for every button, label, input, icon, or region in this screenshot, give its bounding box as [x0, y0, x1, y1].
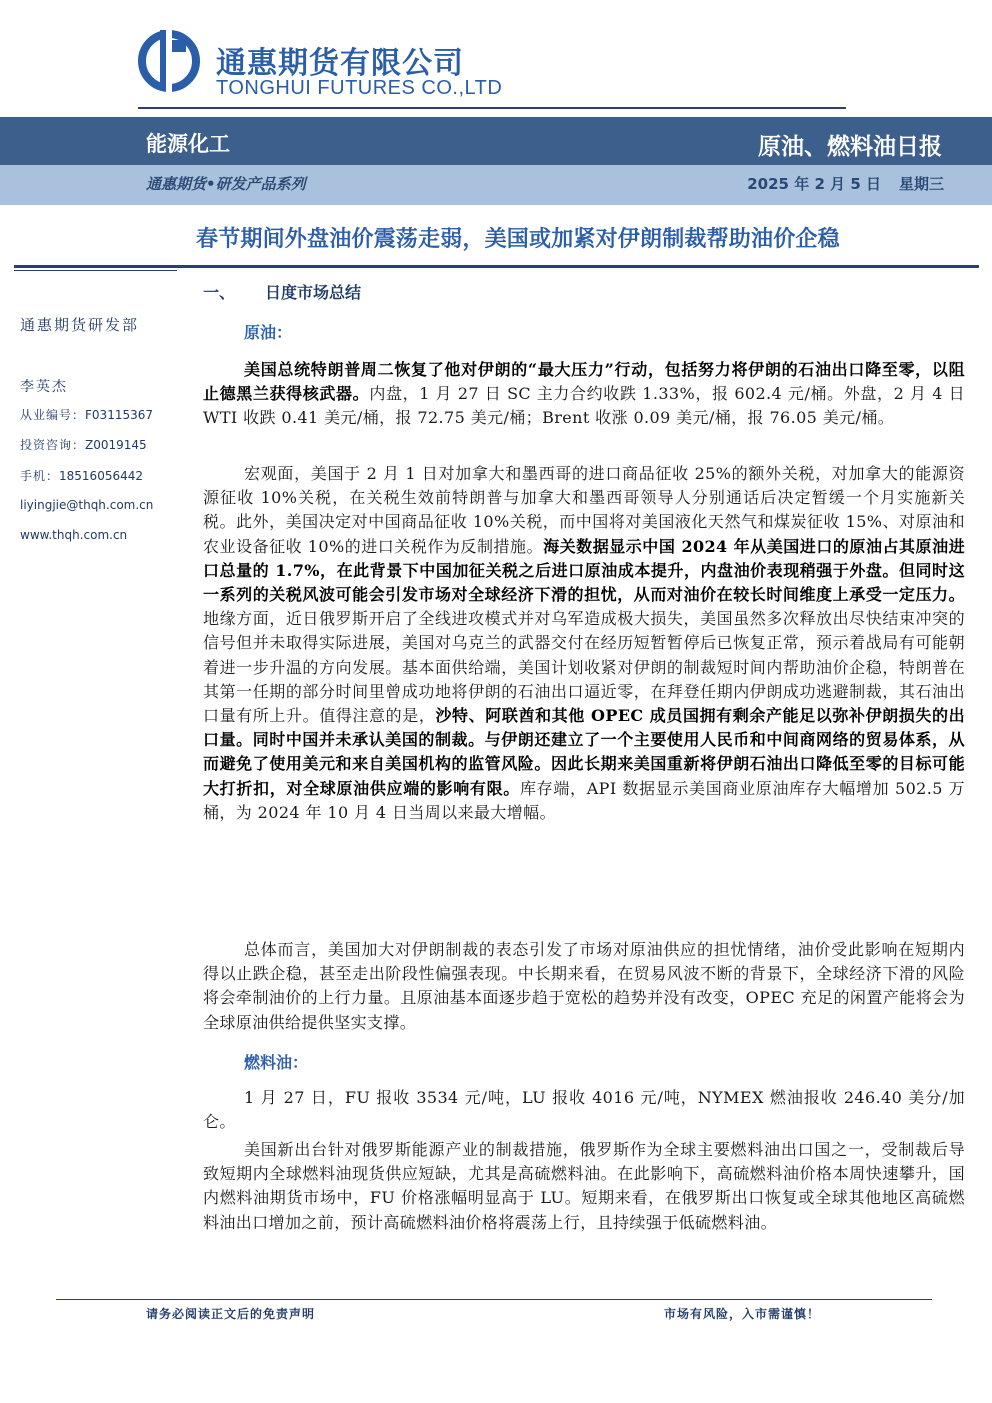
report-category: 能源化工: [146, 132, 230, 156]
report-date-day: 2025 年 2 月 5 日: [747, 175, 881, 193]
crude-p1-highlight: 美国总统特朗普周二恢复了他对伊朗的“最大压力”行动，包括努力将伊朗的石油出口降至零，以阻止德黑兰获得核武器。: [203, 360, 965, 404]
crude-paragraph-3: 总体而言，美国加大对伊朗制裁的表态引发了市场对原油供应的担忧情绪，油价受此影响在短期内得以止跌企稳，甚至走出阶段性偏强表现。中长期来看，在贸易风波不断的背景下，全球经济下滑的风险将会牵制油价的上行力量。且原油基本面逐步趋于宽松的趋势并没有改变，OPEC 充足的闲置产能将会为全球原油供给提供坚实支撑。: [203, 940, 965, 1032]
analyst-phone-value: 18516056442: [59, 469, 143, 483]
headline-divider-thin: [14, 270, 177, 271]
department-name: 通惠期货研发部: [20, 316, 140, 334]
analyst-consult-id: [20, 436, 147, 453]
analyst-license-label: 从业编号：: [20, 408, 86, 422]
analyst-consult-label: 投资咨询：: [20, 438, 86, 452]
company-logo: [138, 28, 858, 108]
fuel-heading: 燃料油：: [244, 1053, 309, 1072]
company-website[interactable]: www.thqh.com.cn: [20, 528, 128, 542]
report-headline: 春节期间外盘油价震荡走弱，美国或加紧对伊朗制裁帮助油价企稳: [196, 227, 840, 252]
analyst-consult-value: Z0019145: [85, 438, 147, 452]
report-weekday: 星期三: [898, 175, 944, 193]
footer-divider: [56, 1299, 932, 1300]
crude-p2-inventory: 库存端，API 数据显示美国商业原油库存大幅增加 502.5 万桶，为 2024 年 10 月 4 日当周以来最大增幅。: [203, 778, 965, 822]
analyst-email[interactable]: liyingjie@thqh.com.cn: [20, 498, 154, 512]
header-divider: [138, 107, 846, 109]
report-date: [747, 173, 944, 194]
crude-paragraph-1: [203, 358, 965, 431]
headline-divider: [14, 265, 979, 268]
section-title: 日度市场总结: [265, 283, 362, 302]
analyst-phone-label: 手机：: [20, 469, 60, 483]
analyst-license-value: F03115367: [85, 408, 153, 422]
company-logo-icon: [138, 30, 200, 92]
risk-warning: 市场有风险，入市需谨慎！: [663, 1307, 820, 1321]
analyst-phone: [20, 467, 143, 484]
crude-p2-macro: 宏观面，美国于 2 月 1 日对加拿大和墨西哥的进口商品征收 25%的额外关税，对加拿大的能源资源征收 10%关税，在关税生效前特朗普与加拿大和墨西哥领导人分别通话后决定暂缓一个月实施新关税。此外，美国决定对中国商品征收 10%关税，而中国将对美国液化天然气和煤炭征收 15%、对原油和农业设备征收 10%的进口关税作为反制措施。: [203, 464, 965, 556]
disclaimer-note[interactable]: 请务必阅读正文后的免责声明: [146, 1307, 316, 1321]
company-name-cn: 通惠期货有限公司: [216, 46, 464, 81]
crude-paragraph-2: [203, 462, 965, 825]
section-heading: [203, 280, 361, 303]
analyst-name: 李英杰: [20, 379, 68, 395]
company-name-en: TONGHUI FUTURES CO.,LTD: [216, 77, 503, 99]
report-series: 通惠期货•研发产品系列: [146, 175, 306, 193]
crude-p1-text: 内盘，1 月 27 日 SC 主力合约收跌 1.33%，报 602.4 元/桶。外盘，2 月 4 日 WTI 收跌 0.41 美元/桶，报 72.75 美元/桶；Brent 收涨 0.09 美元/桶，报 76.05 美元/桶。: [203, 384, 965, 428]
section-number: 一、: [203, 283, 236, 302]
report-name: 原油、燃料油日报: [758, 134, 942, 160]
crude-p2-customs: 海关数据显示中国 2024 年从美国进口的原油占其原油进口总量的 1.7%，在此背景下中国加征关税之后进口原油成本提升，内盘油价表现稍强于外盘。但同时这一系列的关税风波可能会引发市场对全球经济下滑的担忧，从而对油价在较长时间维度上承受一定压力。: [203, 536, 966, 605]
analyst-license: [20, 406, 153, 423]
fuel-paragraph-2: 美国新出台针对俄罗斯能源产业的制裁措施，俄罗斯作为全球主要燃料油出口国之一，受制裁后导致短期内全球燃料油现货供应短缺，尤其是高硫燃料油。在此影响下，高硫燃料油价格本周快速攀升，国内燃料油期货市场中，FU 价格涨幅明显高于 LU。短期来看，在俄罗斯出口恢复或全球其他地区高硫燃料油出口增加之前，预计高硫燃料油价格将震荡上行，且持续强于低硫燃料油。: [203, 1140, 965, 1232]
crude-p2-opec: 沙特、阿联酋和其他 OPEC 成员国拥有剩余产能足以弥补伊朗损失的出口量。同时中国并未承认美国的制裁。与伊朗还建立了一个主要使用人民币和中间商网络的贸易体系，从而避免了使用美元和来自美国机构的监管风险。因此长期来美国重新将伊朗石油出口降低至零的目标可能大打折扣，对全球原油供应端的影响有限。: [203, 706, 965, 798]
fuel-paragraph-1: 1 月 27 日，FU 报收 3534 元/吨，LU 报收 4016 元/吨，NYMEX 燃油报收 246.40 美分/加仑。: [203, 1088, 965, 1132]
crude-p2-geopolitics: 地缘方面，近日俄罗斯开启了全线进攻模式并对乌军造成极大损失，美国虽然多次释放出尽快结束冲突的信号但并未取得实际进展，美国对乌克兰的武器交付在经历短暂暂停后已恢复正常，预示着战局有可能朝着进一步升温的方向发展。基本面供给端，美国计划收紧对伊朗的制裁短时间内帮助油价企稳，特朗普在其第一任期的部分时间里曾成功地将伊朗的石油出口逼近零，在拜登任期内伊朗成功逃避制裁，其石油出口量有所上升。值得注意的是，: [203, 609, 965, 726]
crude-heading: 原油：: [244, 323, 293, 342]
